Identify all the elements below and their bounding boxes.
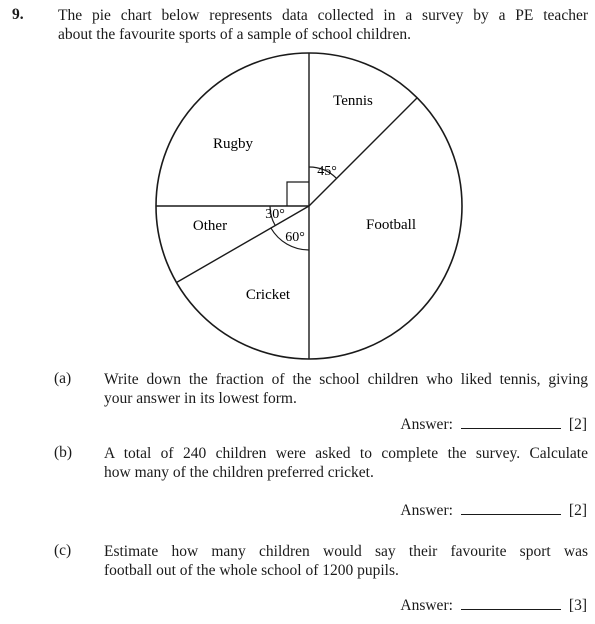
angle-label-cricket: 60° bbox=[285, 230, 305, 245]
part-c-answer-row bbox=[400, 597, 587, 615]
part-b-answer-row bbox=[400, 502, 587, 520]
part-c-answer-label: Answer: bbox=[400, 597, 453, 614]
right-angle-marker bbox=[287, 182, 309, 206]
part-c-label: (c) bbox=[54, 542, 72, 559]
part-a-answer-line[interactable] bbox=[461, 427, 561, 429]
slice-label-football: Football bbox=[365, 217, 417, 233]
part-a-text bbox=[104, 370, 588, 408]
part-b-answer-label: Answer: bbox=[400, 502, 453, 519]
angle-label-tennis: 45° bbox=[317, 164, 337, 179]
slice-label-tennis: Tennis bbox=[333, 93, 373, 109]
part-c-answer-line[interactable] bbox=[461, 608, 561, 610]
part-a-marks: [2] bbox=[568, 416, 587, 433]
intro-line-2: about the favourite sports of a sample of school children. bbox=[58, 26, 411, 43]
part-c-text bbox=[104, 542, 588, 580]
part-b-text bbox=[104, 444, 588, 482]
part-a-answer-label: Answer: bbox=[400, 416, 453, 433]
part-b-label: (b) bbox=[54, 444, 73, 461]
part-b-answer-line[interactable] bbox=[461, 513, 561, 515]
slice-boundary-football bbox=[309, 98, 417, 206]
slice-label-rugby: Rugby bbox=[212, 136, 254, 152]
part-c-marks: [3] bbox=[568, 597, 587, 614]
part-b-line-2: how many of the children preferred cricket. bbox=[104, 464, 374, 481]
angle-label-other: 30° bbox=[265, 207, 285, 222]
slice-label-cricket: Cricket bbox=[245, 287, 291, 303]
question-number: 9. bbox=[12, 6, 24, 23]
part-b-marks: [2] bbox=[568, 502, 587, 519]
part-a-label: (a) bbox=[54, 370, 72, 387]
part-a-answer-row bbox=[400, 416, 587, 434]
part-c-line-1: Estimate how many children would say their favourite sport was bbox=[104, 543, 588, 560]
part-a-line-1: Write down the fraction of the school children who liked tennis, giving bbox=[104, 371, 588, 388]
intro-line-1: The pie chart below represents data collected in a survey by a PE teacher bbox=[58, 7, 588, 24]
part-a-line-2: your answer in its lowest form. bbox=[104, 390, 297, 407]
part-c-line-2: football out of the whole school of 1200 pupils. bbox=[104, 562, 399, 579]
part-b-line-1: A total of 240 children were asked to complete the survey. Calculate bbox=[104, 445, 588, 462]
slice-label-other: Other bbox=[192, 218, 228, 234]
